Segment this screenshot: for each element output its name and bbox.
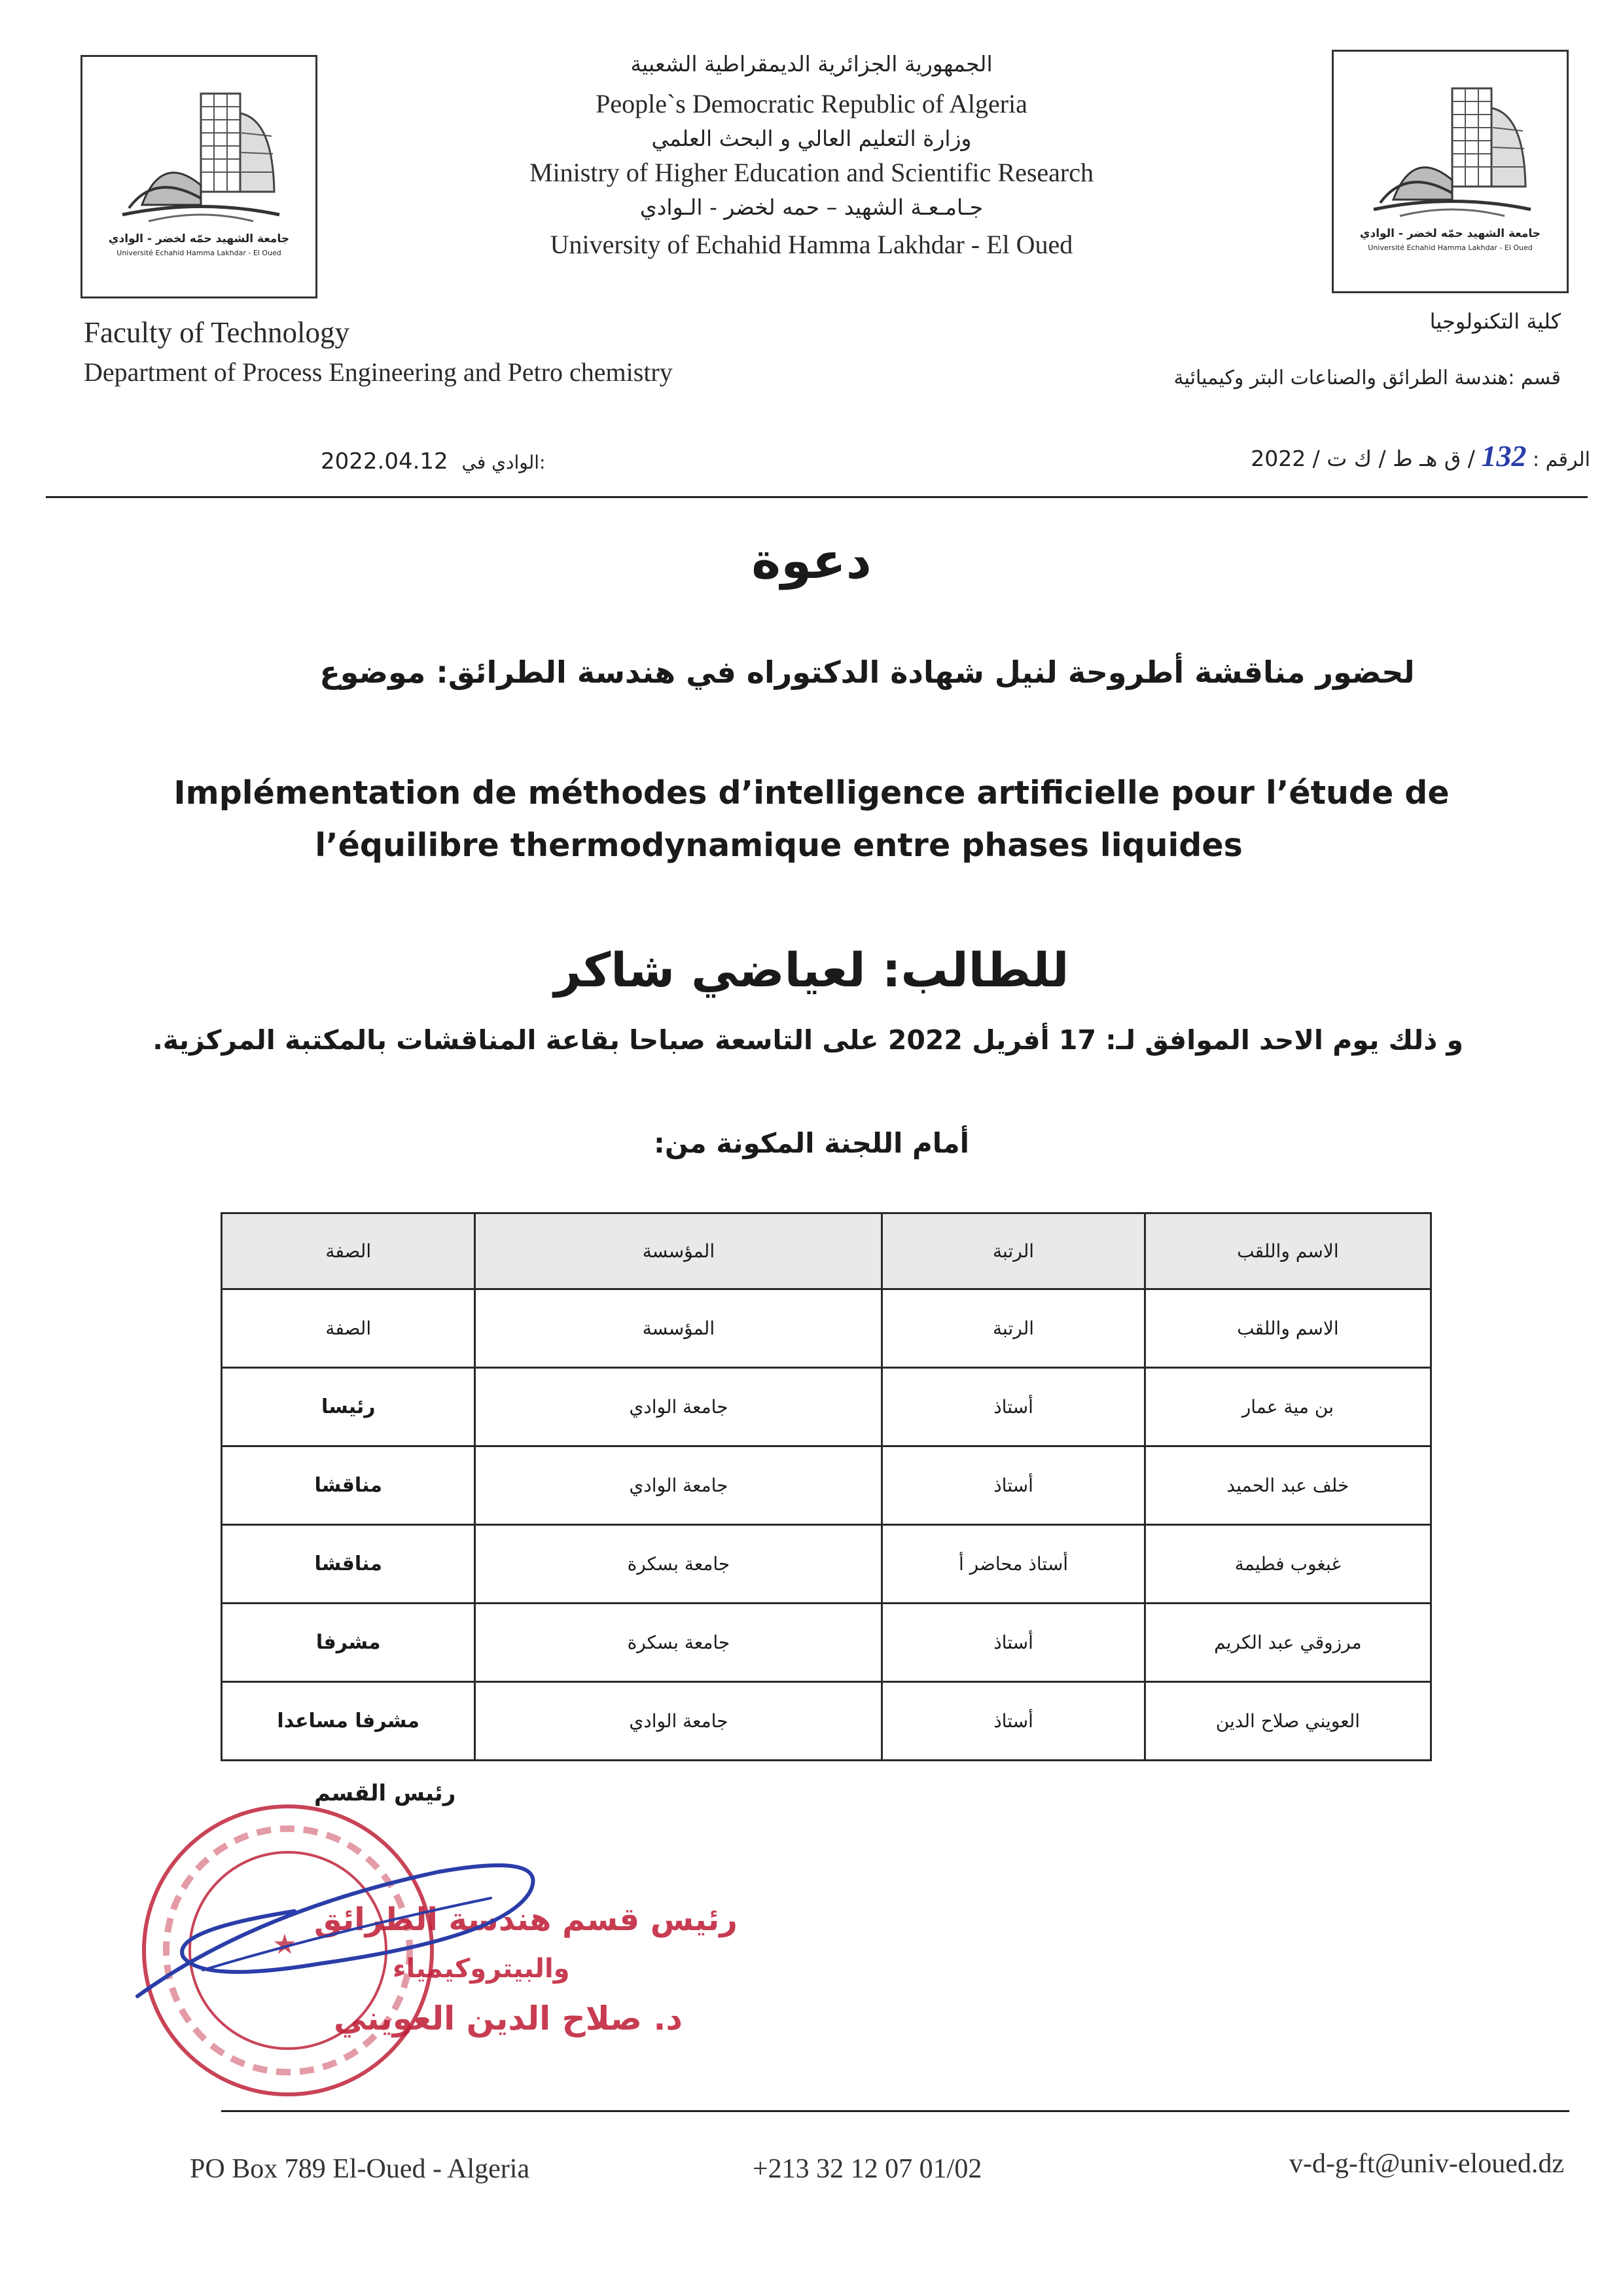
member-role: مشرفا xyxy=(222,1604,475,1682)
thesis-title-line2: l’équilibre thermodynamique entre phases liquides xyxy=(315,827,1243,864)
member-name: غبغوب فطيمة xyxy=(1145,1525,1431,1604)
table-row xyxy=(222,1604,1431,1682)
student-name: للطالب: لعياضي شاكر xyxy=(554,942,1069,997)
faculty-arabic: كلية التكنولوجيا xyxy=(1429,309,1561,334)
header-republic-english: People`s Democratic Republic of Algeria xyxy=(596,89,1027,118)
header-institution: المؤسسة xyxy=(475,1213,882,1289)
table-row xyxy=(222,1446,1431,1525)
header-republic-arabic: الجمهورية الجزائرية الديمقراطية الشعبية xyxy=(630,51,993,77)
header-rank: الرتبة xyxy=(882,1213,1145,1289)
member-name: خلف عبد الحميد xyxy=(1145,1446,1431,1525)
stamp-title: رئيس قسم هندسة الطرائق xyxy=(314,1901,738,1938)
header-divider xyxy=(46,496,1588,498)
handwritten-signature xyxy=(124,1833,569,2029)
member-role: مشرفا مساعدا xyxy=(222,1682,475,1761)
member-rank: أستاذ xyxy=(882,1604,1145,1682)
svg-text:★: ★ xyxy=(272,1928,297,1960)
university-building-icon xyxy=(1354,69,1550,232)
invitation-title: دعوة xyxy=(751,531,872,590)
university-logo-right xyxy=(1332,50,1569,293)
table-row xyxy=(222,1682,1431,1761)
footer-phone: +213 32 12 07 01/02 xyxy=(753,2154,982,2184)
footer-divider xyxy=(221,2110,1569,2112)
member-institution: المؤسسة xyxy=(475,1289,882,1368)
member-rank: أستاذ xyxy=(882,1446,1145,1525)
header-university-english: University of Echahid Hamma Lakhdar - El Oued xyxy=(550,230,1073,259)
table-header-row xyxy=(222,1213,1431,1289)
logo-caption-arabic: جامعة الشهيد حمّه لخضر - الوادي xyxy=(108,232,290,245)
reference-number xyxy=(1251,439,1590,473)
stamp-subtitle: والبيتروكيمياء xyxy=(393,1954,570,1984)
reference-code: / ق هـ ط / ك ت / 2022 xyxy=(1251,446,1475,471)
defense-schedule: و ذلك يوم الاحد الموافق لـ: 17 أفريل 2022 على التاسعة صباحا بقاعة المناقشات بالمكتبة المركزية. xyxy=(152,1024,1463,1056)
member-institution: جامعة بسكرة xyxy=(475,1525,882,1604)
document-date xyxy=(321,448,545,475)
member-name: الاسم واللقب xyxy=(1145,1289,1431,1368)
member-institution: جامعة الوادي xyxy=(475,1368,882,1446)
logo-caption-french: Université Echahid Hamma Lakhdar - El Oued xyxy=(1368,243,1533,252)
member-rank: أستاذ xyxy=(882,1368,1145,1446)
header-name: الاسم واللقب xyxy=(1145,1213,1431,1289)
member-role: الصفة xyxy=(222,1289,475,1368)
department-english: Department of Process Engineering and Petro chemistry xyxy=(84,357,673,387)
logo-caption-arabic: جامعة الشهيد حمّه لخضر - الوادي xyxy=(1359,227,1541,240)
reference-handwritten-number: 132 xyxy=(1481,439,1527,473)
header-ministry-english: Ministry of Higher Education and Scientific Research xyxy=(529,158,1094,187)
member-name: بن مية عمار xyxy=(1145,1368,1431,1446)
member-institution: جامعة الوادي xyxy=(475,1682,882,1761)
university-building-icon xyxy=(103,74,299,238)
reference-label: الرقم : xyxy=(1533,448,1590,471)
member-rank: أستاذ xyxy=(882,1682,1145,1761)
committee-intro: أمام اللجنة المكونة من: xyxy=(654,1127,969,1159)
member-rank: الرتبة xyxy=(882,1289,1145,1368)
university-logo-left xyxy=(80,55,317,298)
member-role: مناقشا xyxy=(222,1525,475,1604)
member-name: مرزوقي عبد الكريم xyxy=(1145,1604,1431,1682)
stamp-signatory-name: د. صلاح الدين العويني xyxy=(334,2000,683,2037)
committee-table xyxy=(221,1212,1432,1761)
department-head-label: رئيس القسم xyxy=(314,1780,456,1806)
table-row xyxy=(222,1525,1431,1604)
faculty-english: Faculty of Technology xyxy=(84,316,349,349)
member-role: مناقشا xyxy=(222,1446,475,1525)
member-rank: أستاذ محاضر أ xyxy=(882,1525,1145,1604)
member-role: رئيسا xyxy=(222,1368,475,1446)
table-row xyxy=(222,1368,1431,1446)
date-value: 2022.04.12 xyxy=(321,448,448,475)
header-ministry-arabic: وزارة التعليم العالي و البحث العلمي xyxy=(651,126,972,151)
footer-email[interactable]: v-d-g-ft@univ-eloued.dz xyxy=(1289,2149,1564,2179)
department-arabic: قسم :هندسة الطرائق والصناعات البتر وكيميائية xyxy=(1173,367,1561,389)
thesis-title-line1: Implémentation de méthodes d’intelligence artificielle pour l’étude de xyxy=(173,774,1450,812)
header-university-arabic: جـامـعـة الشهيد – حمه لخضر - الـوادي xyxy=(639,194,984,220)
member-name: العويني صلاح الدين xyxy=(1145,1682,1431,1761)
footer-address: PO Box 789 El-Oued - Algeria xyxy=(190,2154,530,2184)
date-label: الوادي في: xyxy=(461,452,546,473)
member-institution: جامعة الوادي xyxy=(475,1446,882,1525)
logo-caption-french: Université Echahid Hamma Lakhdar - El Oued xyxy=(116,249,281,257)
invitation-subtitle: لحضور مناقشة أطروحة لنيل شهادة الدكتوراه في هندسة الطرائق: موضوع xyxy=(319,655,1415,690)
header-role: الصفة xyxy=(222,1213,475,1289)
member-institution: جامعة بسكرة xyxy=(475,1604,882,1682)
table-row xyxy=(222,1289,1431,1368)
